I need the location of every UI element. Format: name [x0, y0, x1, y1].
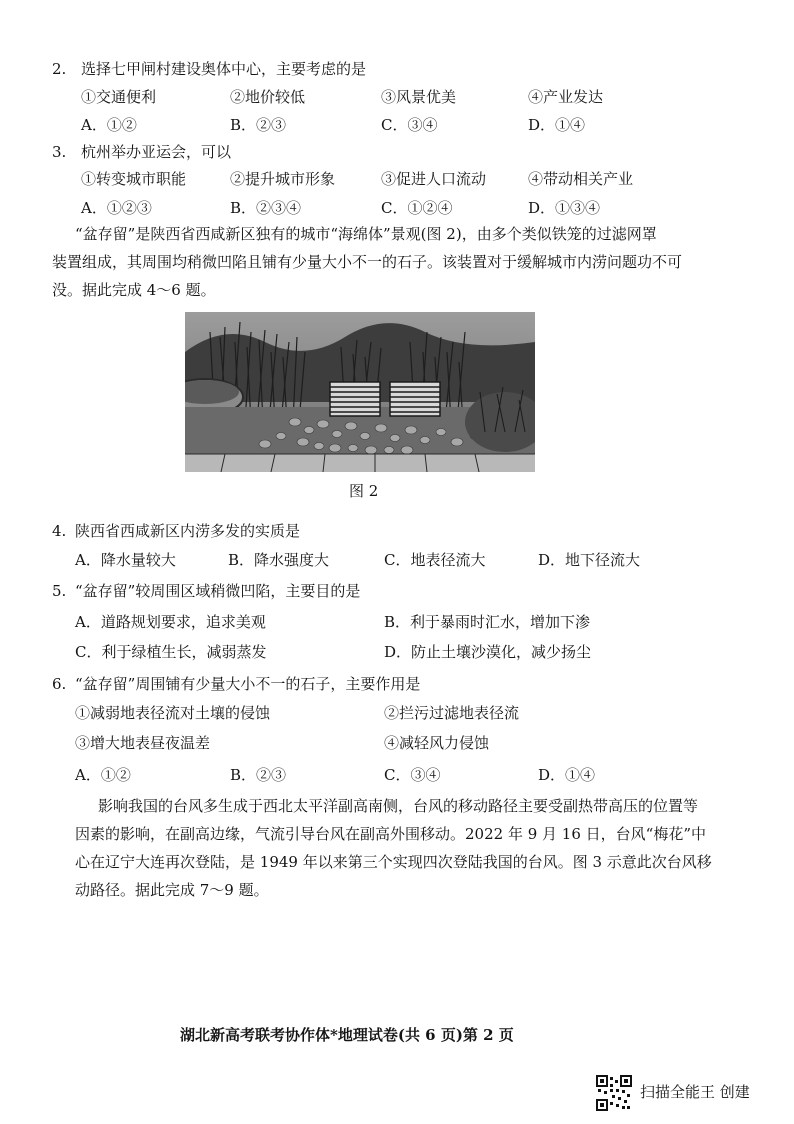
q5-option-d: D．防止土壤沙漠化，减少扬尘 — [384, 643, 592, 661]
q2-option-b: B．②③ — [230, 116, 287, 134]
q3-number: 3. — [52, 143, 67, 161]
q2-item-1: ①交通便利 — [81, 88, 157, 106]
figure-2-photo — [185, 312, 535, 472]
passage-line: 心在辽宁大连再次登陆，是 1949 年以来第三个实现四次登陆我国的台风。图 3 示意此次台风移 — [75, 853, 712, 871]
q5-option-b: B．利于暴雨时汇水，增加下渗 — [384, 613, 591, 631]
qr-code-icon — [596, 1075, 632, 1111]
q6-item-4: ④减轻风力侵蚀 — [384, 734, 490, 752]
q6-stem: “盆存留”周围铺有少量大小不一的石子，主要作用是 — [75, 675, 421, 693]
q4-option-c: C．地表径流大 — [384, 551, 486, 569]
q2-stem: 选择七甲闸村建设奥体中心，主要考虑的是 — [81, 60, 367, 78]
q6-item-3: ③增大地表昼夜温差 — [75, 734, 211, 752]
q2-item-3: ③风景优美 — [381, 88, 457, 106]
page-footer: 湖北新高考联考协作体*地理试卷(共 6 页)第 2 页 — [180, 1026, 514, 1044]
q6-item-2: ②拦污过滤地表径流 — [384, 704, 520, 722]
q2-item-4: ④产业发达 — [528, 88, 604, 106]
q5-stem: “盆存留”较周围区域稍微凹陷，主要目的是 — [75, 582, 361, 600]
q3-option-d: D．①③④ — [528, 199, 601, 217]
passage-line: 装置组成，其周围均稍微凹陷且铺有少量大小不一的石子。该装置对于缓解城市内涝问题功不可 — [52, 253, 683, 271]
q2-option-a: A．①② — [81, 116, 137, 134]
q3-item-1: ①转变城市职能 — [81, 170, 187, 188]
passage-line: 没。据此完成 4～6 题。 — [52, 281, 216, 299]
q5-option-a: A．道路规划要求，追求美观 — [75, 613, 266, 631]
q4-option-b: B．降水强度大 — [228, 551, 330, 569]
q4-stem: 陕西省西咸新区内涝多发的实质是 — [75, 522, 301, 540]
q6-number: 6. — [52, 675, 67, 693]
q3-stem: 杭州举办亚运会，可以 — [81, 143, 232, 161]
scanner-watermark: 扫描全能王 创建 — [640, 1083, 750, 1101]
q2-item-2: ②地价较低 — [230, 88, 306, 106]
q5-option-c: C．利于绿植生长，减弱蒸发 — [75, 643, 267, 661]
q2-option-c: C．③④ — [381, 116, 438, 134]
q3-option-c: C．①②④ — [381, 199, 453, 217]
q4-option-a: A．降水量较大 — [75, 551, 176, 569]
passage-line: 动路径。据此完成 7～9 题。 — [75, 881, 269, 899]
q3-option-a: A．①②③ — [81, 199, 152, 217]
q6-option-a: A．①② — [75, 766, 131, 784]
q6-option-c: C．③④ — [384, 766, 441, 784]
q4-number: 4. — [52, 522, 67, 540]
figure-2-caption: 图 2 — [349, 482, 379, 500]
passage-sponge-city — [52, 220, 735, 304]
q3-option-b: B．②③④ — [230, 199, 302, 217]
passage-line: “盆存留”是陕西省西咸新区独有的城市“海绵体”景观(图 2)，由多个类似铁笼的过滤网罩 — [75, 225, 657, 243]
q3-item-3: ③促进人口流动 — [381, 170, 487, 188]
q2-option-d: D．①④ — [528, 116, 586, 134]
q3-item-4: ④带动相关产业 — [528, 170, 634, 188]
q2-number: 2. — [52, 60, 67, 78]
q6-option-d: D．①④ — [538, 766, 596, 784]
passage-line: 影响我国的台风多生成于西北太平洋副高南侧，台风的移动路径主要受副热带高压的位置等 — [98, 797, 699, 815]
passage-line: 因素的影响，在副高边缘，气流引导台风在副高外围移动。2022 年 9 月 16 日，台风“梅花”中 — [75, 825, 706, 843]
q6-option-b: B．②③ — [230, 766, 287, 784]
q4-option-d: D．地下径流大 — [538, 551, 641, 569]
q5-number: 5. — [52, 582, 67, 600]
q3-item-2: ②提升城市形象 — [230, 170, 336, 188]
passage-typhoon — [75, 792, 758, 904]
q6-item-1: ①减弱地表径流对土壤的侵蚀 — [75, 704, 271, 722]
